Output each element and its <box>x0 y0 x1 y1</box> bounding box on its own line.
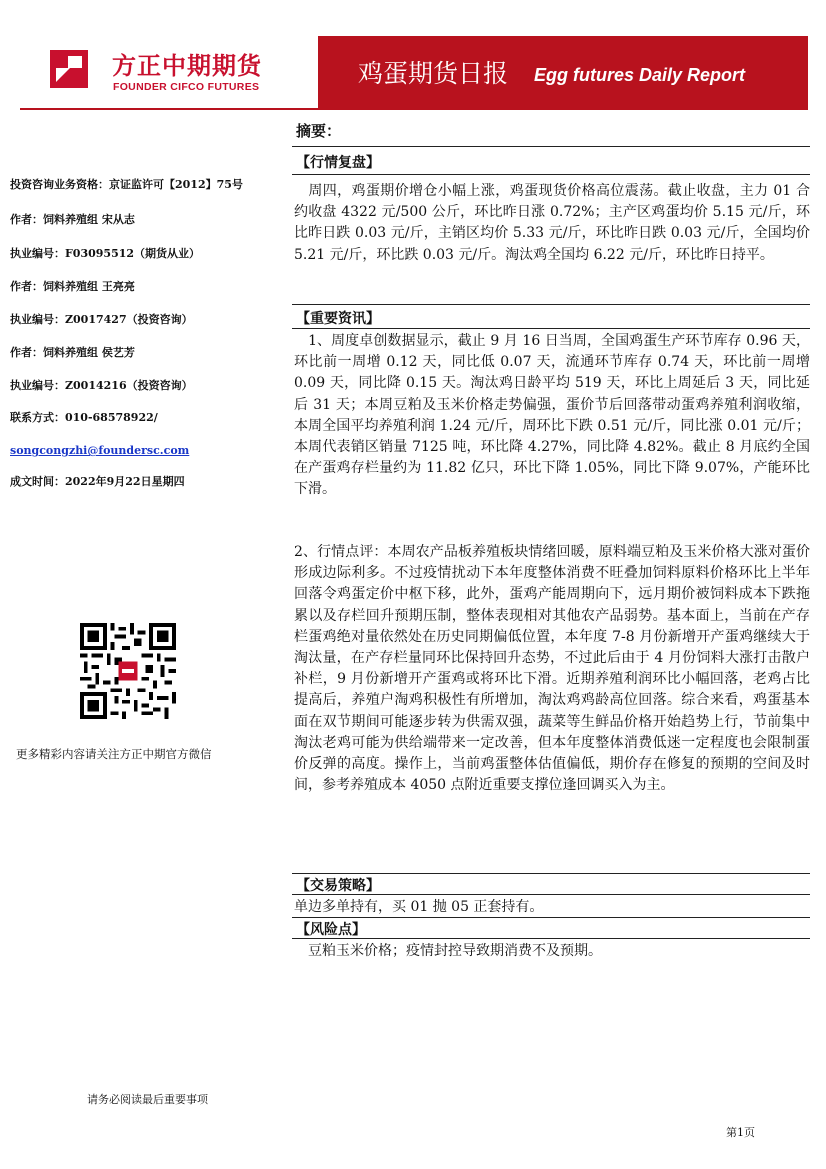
news-item-1: 1、周度卓创数据显示，截止 9 月 16 日当周，全国鸡蛋生产环节库存 0.96 天，环比前一周增 0.12 天，同比低 0.07 天，流通环节库存 0.74 天，环比前一周增 0.09 天，同比降 0.15 天。淘汰鸡日龄平均 519 天，环比上周延后 3 天，同比延后 31 天；本周豆粕及玉米价格走势偏强，蛋价节后回落带动蛋鸡养殖利润收缩，本周全国平均养殖利润 1.24 元/斤，周环比下跌 0.51 元/斤，同比涨 0.01 元/斤；本周代表销区销量 7125 吨，环比降 4.27%，同比降 4.82%。截止 8 月底约全国在产蛋鸡存栏量约为 11.82 亿只，环比下降 1.05%，同比下降 9.07%，产能环比下滑。 <box>294 333 810 498</box>
report-title-cn: 鸡蛋期货日报 <box>358 59 509 88</box>
license-no-3: 执业编号：Z0014216（投资咨询） <box>10 379 193 392</box>
contact-email-link[interactable]: songcongzhi@foundersc.com <box>10 444 190 457</box>
market-review-text: 周四，鸡蛋期价增仓小幅上涨，鸡蛋现货价格高位震荡。截止收盘，主力 01 合约收盘 4322 元/500 公斤，环比昨日涨 0.72%；主产区鸡蛋均价 5.15 元/斤，环比昨日跌 0.03 元/斤，主销区均价 5.33 元/斤，环比昨日跌 0.03 元/斤，全国均价 5.21 元/斤，环比跌 0.03 元/斤。淘汰鸡全国均 6.22 元/斤，环比昨日持平。 <box>294 183 810 263</box>
report-header <box>20 36 808 108</box>
author-3: 作者：饲料养殖组 侯艺芳 <box>10 346 135 359</box>
section-divider <box>292 328 810 329</box>
qr-code-icon <box>80 623 176 719</box>
qr-caption: 更多精彩内容请关注方正中期官方微信 <box>16 747 212 761</box>
report-title-en: Egg futures Daily Report <box>534 65 746 85</box>
news-heading: 【重要资讯】 <box>296 311 380 327</box>
title-banner <box>318 36 808 108</box>
author-1: 作者：饲料养殖组 宋从志 <box>10 213 135 226</box>
disclaimer-note: 请务必阅读最后重要事项 <box>87 1093 208 1106</box>
strategy-text: 单边多单持有，买 01 抛 05 正套持有。 <box>294 899 544 915</box>
section-divider <box>292 873 810 874</box>
strategy-heading: 【交易策略】 <box>296 878 380 894</box>
page-number: 第1页 <box>726 1126 755 1139</box>
risk-heading: 【风险点】 <box>296 922 366 938</box>
risk-text: 豆粕玉米价格；疫情封控导致期消费不及预期。 <box>294 943 602 959</box>
summary-title: 摘要： <box>296 122 342 140</box>
contact-phone: 联系方式：010-68578922/ <box>10 411 158 424</box>
news-item-2: 2、行情点评：本周农产品板养殖板块情绪回暖，原料端豆粕及玉米价格大涨对蛋价形成边际利多。不过疫情扰动下本年度整体消费不旺叠加饲料原料价格环比上半年回落令鸡蛋定价中枢下移，此外，蛋鸡产能周期向下，远月期价被饲料成本下跌拖累以及存栏回升预期压制，整体表现相对其他农产品弱势。基本面上，当前在产存栏蛋鸡绝对量依然处在历史同期偏低位置，本年度 7-8 月份新增开产蛋鸡继续大于淘汰量，在产存栏量同环比保持回升态势，不过此后由于 4 月份饲料大涨打击散户补栏，9 月份新增开产蛋鸡或将环比下滑。近期养殖利润环比小幅回落，老鸡占比提高后，养殖户淘鸡积极性有所增加，淘汰鸡鸡龄高位回落。综合来看，鸡蛋基本面在双节期间可能逐步转为供需双强，蔬菜等生鲜品价格开始趋势上行，节前集中淘汰老鸡可能为供给端带来一定改善，但本年度整体消费低迷一定程度也会限制蛋价反弹的高度。操作上，当前鸡蛋整体估值偏低，期价存在修复的预期的空间及时间，参考养殖成本 4050 点附近重要支撑位逢回调买入为主。 <box>294 544 810 794</box>
brand-name-en: FOUNDER CIFCO FUTURES <box>113 81 260 93</box>
market-review-heading: 【行情复盘】 <box>296 155 380 171</box>
author-2: 作者：饲料养殖组 王亮亮 <box>10 280 135 293</box>
founder-logo-icon <box>48 48 90 90</box>
license-no-2: 执业编号：Z0017427（投资咨询） <box>10 313 193 326</box>
section-divider <box>292 938 810 939</box>
header-divider <box>20 108 808 110</box>
section-divider <box>292 174 810 175</box>
brand-name-cn: 方正中期期货 <box>112 52 262 80</box>
license-no-1: 执业编号：F03095512（期货从业） <box>10 247 201 260</box>
section-divider <box>292 917 810 918</box>
section-divider <box>292 894 810 895</box>
written-date: 成文时间：2022年9月22日星期四 <box>10 475 185 488</box>
section-divider <box>292 146 810 147</box>
license-text: 投资咨询业务资格：京证监许可【2012】75号 <box>10 178 243 191</box>
section-divider <box>292 304 810 305</box>
